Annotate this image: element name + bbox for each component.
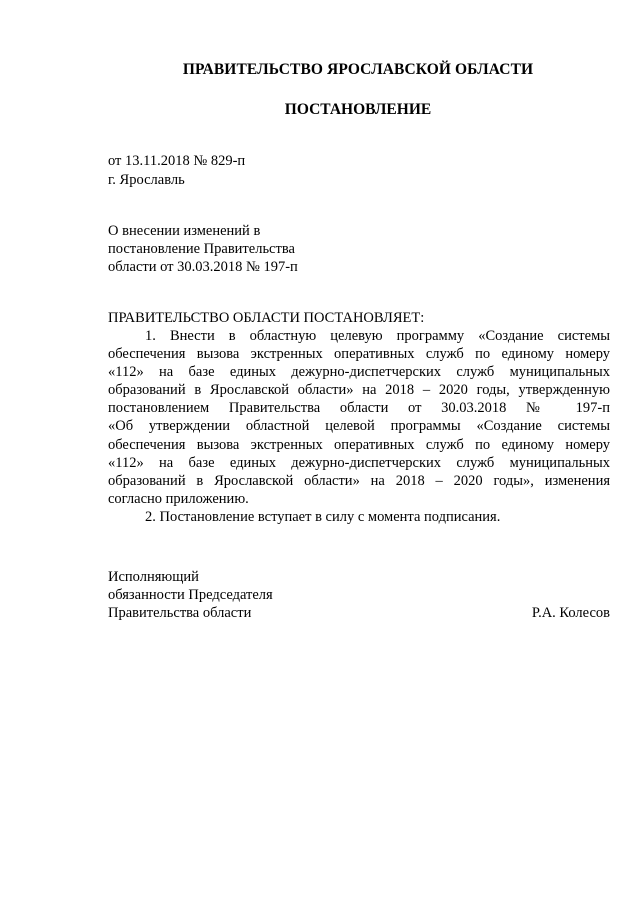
body-line: обеспечения вызова экстренных оперативных служб по единому номеру — [108, 346, 610, 363]
decree-header: ПРАВИТЕЛЬСТВО ОБЛАСТИ ПОСТАНОВЛЯЕТ: — [108, 310, 425, 326]
signature-final-line — [108, 604, 610, 622]
signer-name: Р.А. Колесов — [531, 605, 610, 622]
signature-position-line-2: обязанности Председателя — [108, 587, 273, 604]
body-line: «112» на базе единых дежурно-диспетчерских служб муниципальных — [108, 454, 610, 471]
body-line: постановлением Правительства области от 30.03.2018 № 197-п — [108, 400, 610, 417]
document-date-number: от 13.11.2018 № 829-п — [108, 153, 246, 169]
body-line: согласно приложению. — [108, 490, 249, 507]
decree-body — [108, 327, 610, 526]
subject-line-3: области от 30.03.2018 № 197-п — [108, 259, 298, 275]
organization-title: ПРАВИТЕЛЬСТВО ЯРОСЛАВСКОЙ ОБЛАСТИ — [182, 61, 534, 78]
body-line: 2. Постановление вступает в силу с момента подписания. — [145, 508, 501, 525]
subject-line-1: О внесении изменений в — [108, 223, 261, 239]
signature-block — [108, 568, 610, 622]
body-line: обеспечения вызова экстренных оперативных служб по единому номеру — [108, 436, 610, 453]
body-line: образований в Ярославской области» на 2018 – 2020 годы», изменения — [108, 472, 610, 489]
signature-position-line-1: Исполняющий — [108, 569, 199, 585]
body-line: 1. Внести в областную целевую программу «Создание системы — [145, 328, 610, 344]
document-type-title: ПОСТАНОВЛЕНИЕ — [284, 101, 432, 118]
body-line: «Об утверждении областной целевой программы «Создание системы — [108, 418, 610, 435]
signature-position-line-3: Правительства области — [108, 605, 252, 622]
body-line: «112» на базе единых дежурно-диспетчерских служб муниципальных — [108, 364, 610, 381]
document-city: г. Ярославль — [108, 172, 185, 188]
body-line: образований в Ярославской области» на 2018 – 2020 годы, утвержденную — [108, 382, 610, 399]
subject-line-2: постановление Правительства — [108, 241, 295, 257]
